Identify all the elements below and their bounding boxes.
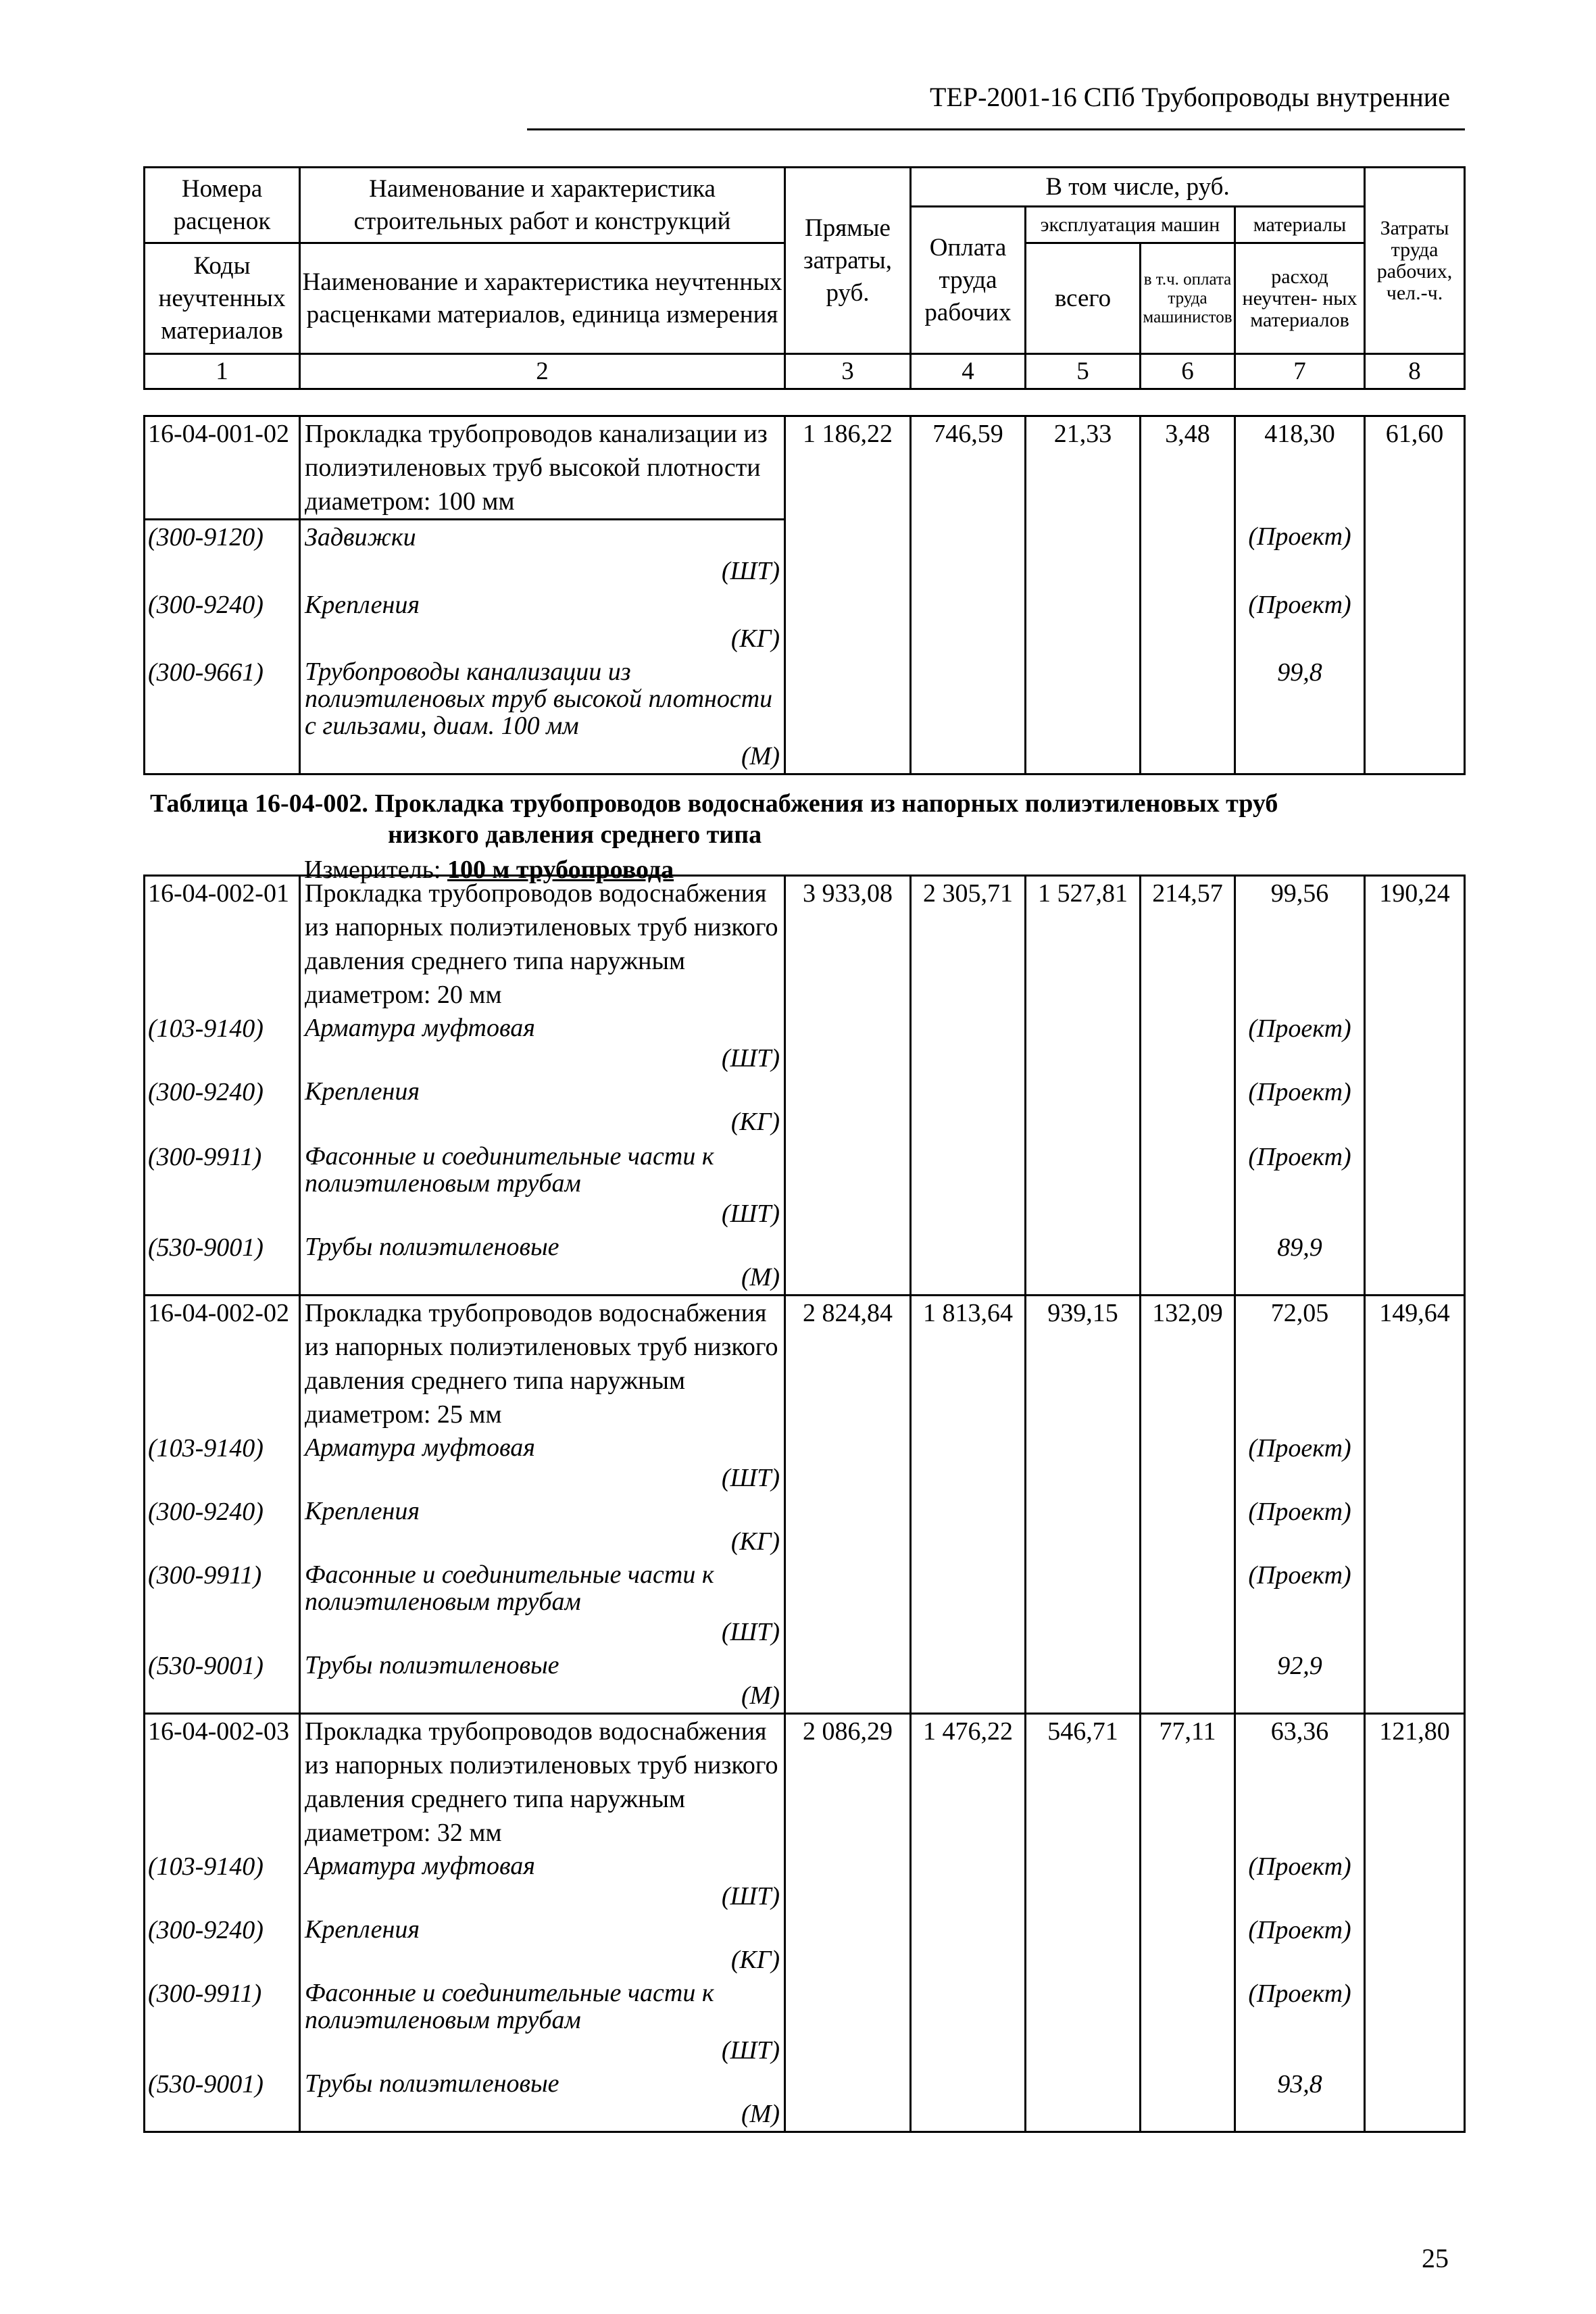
materials-cost: 99,56 — [1235, 876, 1365, 1012]
direct-cost: 2 824,84 — [785, 1296, 911, 1714]
material-value: (Проект) — [1235, 1012, 1365, 1075]
material-unit: (М) — [741, 1263, 780, 1291]
material-value: 92,9 — [1235, 1649, 1365, 1714]
col2-top-header: Наименование и характеристика строительных работ и конструкций — [300, 168, 785, 243]
rate-code: 16-04-002-02 — [145, 1296, 300, 1432]
material-value: 89,9 — [1235, 1231, 1365, 1296]
column-number: 3 — [785, 354, 911, 389]
material-code: (103-9140) — [145, 1012, 300, 1075]
machinists-pay: 3,48 — [1141, 416, 1235, 774]
rate-name: Прокладка трубопроводов канализации из полиэтиленовых труб высокой плотности диаметром: 100 мм — [300, 416, 785, 520]
material-unit: (ШТ) — [721, 1200, 780, 1228]
material-name: Крепления — [305, 1077, 420, 1106]
material-code: (300-9240) — [145, 1495, 300, 1558]
materials-header: материалы — [1235, 207, 1365, 243]
material-value: (Проект) — [1235, 588, 1365, 656]
material-unit: (ШТ) — [721, 1618, 780, 1646]
group-header: В том числе, руб. — [911, 168, 1365, 207]
table-title-line2: низкого давления среднего типа — [388, 820, 762, 849]
material-code: (530-9001) — [145, 2067, 300, 2132]
material-code: (300-9911) — [145, 1977, 300, 2067]
measure-label: Измеритель: — [304, 856, 447, 884]
column-number: 2 — [300, 354, 785, 389]
material-code: (300-9240) — [145, 1913, 300, 1977]
material-value: (Проект) — [1235, 1558, 1365, 1649]
rate-row — [145, 1296, 1465, 1432]
rate-name: Прокладка трубопроводов водоснабжения из напорных полиэтиленовых труб низкого давления среднего типа наружным диаметром: 25 мм — [300, 1296, 785, 1432]
material-name: Фасонные и соединительные части к полиэтиленовым трубам — [305, 1560, 714, 1616]
machinists-pay: 214,57 — [1141, 876, 1235, 1296]
labor-hours-header: Затраты труда рабочих, чел.-ч. — [1365, 168, 1465, 354]
col1-top-header: Номера расценок — [145, 168, 300, 243]
material-name: Трубы полиэтиленовые — [305, 1233, 559, 1261]
material-unit: (КГ) — [730, 1527, 780, 1556]
material-value: (Проект) — [1235, 1431, 1365, 1495]
material-value: (Проект) — [1235, 1075, 1365, 1140]
materials-cost: 72,05 — [1235, 1296, 1365, 1432]
material-code: (300-9240) — [145, 588, 300, 656]
machines-cost: 1 527,81 — [1026, 876, 1141, 1296]
labor-pay-header: Оплата труда рабочих — [911, 207, 1026, 354]
material-name: Задвижки — [305, 523, 416, 551]
rate-row — [145, 1714, 1465, 1850]
direct-cost: 3 933,08 — [785, 876, 911, 1296]
material-value: (Проект) — [1235, 520, 1365, 589]
rate-table-16-04-001 — [143, 415, 1466, 775]
material-unit: (ШТ) — [721, 1882, 780, 1911]
material-unit: (М) — [741, 2100, 780, 2128]
material-value: (Проект) — [1235, 1850, 1365, 1913]
material-unit: (ШТ) — [721, 557, 780, 585]
page-header-title: ТЕР-2001-16 СПб Трубопроводы внутренние — [930, 82, 1450, 112]
material-name: Трубопроводы канализации из полиэтиленовых труб высокой плотности с гильзами, диам. 100 мм — [305, 658, 773, 740]
material-unit: (М) — [741, 1681, 780, 1710]
material-code: (530-9001) — [145, 1649, 300, 1714]
material-name: Арматура муфтовая — [305, 1433, 535, 1462]
material-name: Арматура муфтовая — [305, 1014, 535, 1042]
material-code: (300-9911) — [145, 1140, 300, 1231]
rate-code: 16-04-002-01 — [145, 876, 300, 1012]
column-header-table — [143, 166, 1466, 390]
material-name: Крепления — [305, 1915, 420, 1944]
machinists-labor-header: в т.ч. оплата труда машинистов — [1141, 243, 1235, 354]
column-number: 8 — [1365, 354, 1465, 389]
rate-code: 16-04-001-02 — [145, 416, 300, 520]
rate-name: Прокладка трубопроводов водоснабжения из напорных полиэтиленовых труб низкого давления среднего типа наружным диаметром: 32 мм — [300, 1714, 785, 1850]
labor-hours: 149,64 — [1365, 1296, 1465, 1714]
column-number: 5 — [1026, 354, 1141, 389]
material-name: Трубы полиэтиленовые — [305, 2069, 559, 2098]
material-unit: (ШТ) — [721, 1464, 780, 1492]
rate-row — [145, 876, 1465, 1012]
material-value: 99,8 — [1235, 656, 1365, 774]
material-code: (300-9661) — [145, 656, 300, 774]
rate-code: 16-04-002-03 — [145, 1714, 300, 1850]
machines-cost: 546,71 — [1026, 1714, 1141, 2132]
material-code: (103-9140) — [145, 1431, 300, 1495]
machinists-pay: 77,11 — [1141, 1714, 1235, 2132]
material-name: Фасонные и соединительные части к полиэтиленовым трубам — [305, 1979, 714, 2034]
measure-value: 100 м трубопровода — [447, 856, 674, 884]
material-name: Крепления — [305, 1497, 420, 1525]
material-code: (300-9911) — [145, 1558, 300, 1649]
direct-cost: 1 186,22 — [785, 416, 911, 774]
material-value: 93,8 — [1235, 2067, 1365, 2132]
column-number: 1 — [145, 354, 300, 389]
rate-name: Прокладка трубопроводов водоснабжения из напорных полиэтиленовых труб низкого давления среднего типа наружным диаметром: 20 мм — [300, 876, 785, 1012]
column-number: 6 — [1141, 354, 1235, 389]
material-value: (Проект) — [1235, 1140, 1365, 1231]
material-unit: (КГ) — [730, 1946, 780, 1974]
labor-hours: 190,24 — [1365, 876, 1465, 1296]
machines-total-header: всего — [1026, 243, 1141, 354]
column-number: 4 — [911, 354, 1026, 389]
header-rule — [527, 128, 1465, 130]
material-unit: (КГ) — [730, 624, 780, 653]
machines-header: эксплуатация машин — [1026, 207, 1235, 243]
column-number: 7 — [1235, 354, 1365, 389]
rate-table-16-04-002 — [143, 875, 1466, 2133]
direct-cost: 2 086,29 — [785, 1714, 911, 2132]
machinists-pay: 132,09 — [1141, 1296, 1235, 1714]
material-value: (Проект) — [1235, 1495, 1365, 1558]
material-name: Трубы полиэтиленовые — [305, 1651, 559, 1679]
material-unit: (ШТ) — [721, 2036, 780, 2065]
labor-hours: 61,60 — [1365, 416, 1465, 774]
rate-row — [145, 416, 1465, 520]
col2-bottom-header: Наименование и характеристика неучтенных расценками материалов, единица измерения — [300, 243, 785, 354]
col3-header: Прямые затраты, руб. — [785, 168, 911, 354]
materials-unaccounted-header: расход неучтен- ных материалов — [1235, 243, 1365, 354]
materials-cost: 63,36 — [1235, 1714, 1365, 1850]
labor-pay: 746,59 — [911, 416, 1026, 774]
material-unit: (М) — [741, 742, 780, 770]
material-value: (Проект) — [1235, 1913, 1365, 1977]
material-unit: (ШТ) — [721, 1044, 780, 1073]
material-unit: (КГ) — [730, 1108, 780, 1136]
labor-hours: 121,80 — [1365, 1714, 1465, 2132]
labor-pay: 1 813,64 — [911, 1296, 1026, 1714]
page-number: 25 — [1422, 2243, 1449, 2273]
labor-pay: 1 476,22 — [911, 1714, 1026, 2132]
material-code: (300-9240) — [145, 1075, 300, 1140]
labor-pay: 2 305,71 — [911, 876, 1026, 1296]
material-code: (103-9140) — [145, 1850, 300, 1913]
material-code: (530-9001) — [145, 1231, 300, 1296]
machines-cost: 939,15 — [1026, 1296, 1141, 1714]
material-name: Фасонные и соединительные части к полиэтиленовым трубам — [305, 1142, 714, 1198]
machines-cost: 21,33 — [1026, 416, 1141, 774]
material-code: (300-9120) — [145, 520, 300, 589]
material-name: Арматура муфтовая — [305, 1852, 535, 1880]
materials-cost: 418,30 — [1235, 416, 1365, 520]
table-title — [150, 788, 1434, 850]
table-title-line1: Таблица 16-04-002. Прокладка трубопроводов водоснабжения из напорных полиэтиленовых труб — [150, 789, 1278, 818]
material-value: (Проект) — [1235, 1977, 1365, 2067]
material-name: Крепления — [305, 591, 420, 619]
col1-bottom-header: Коды неучтенных материалов — [145, 243, 300, 354]
